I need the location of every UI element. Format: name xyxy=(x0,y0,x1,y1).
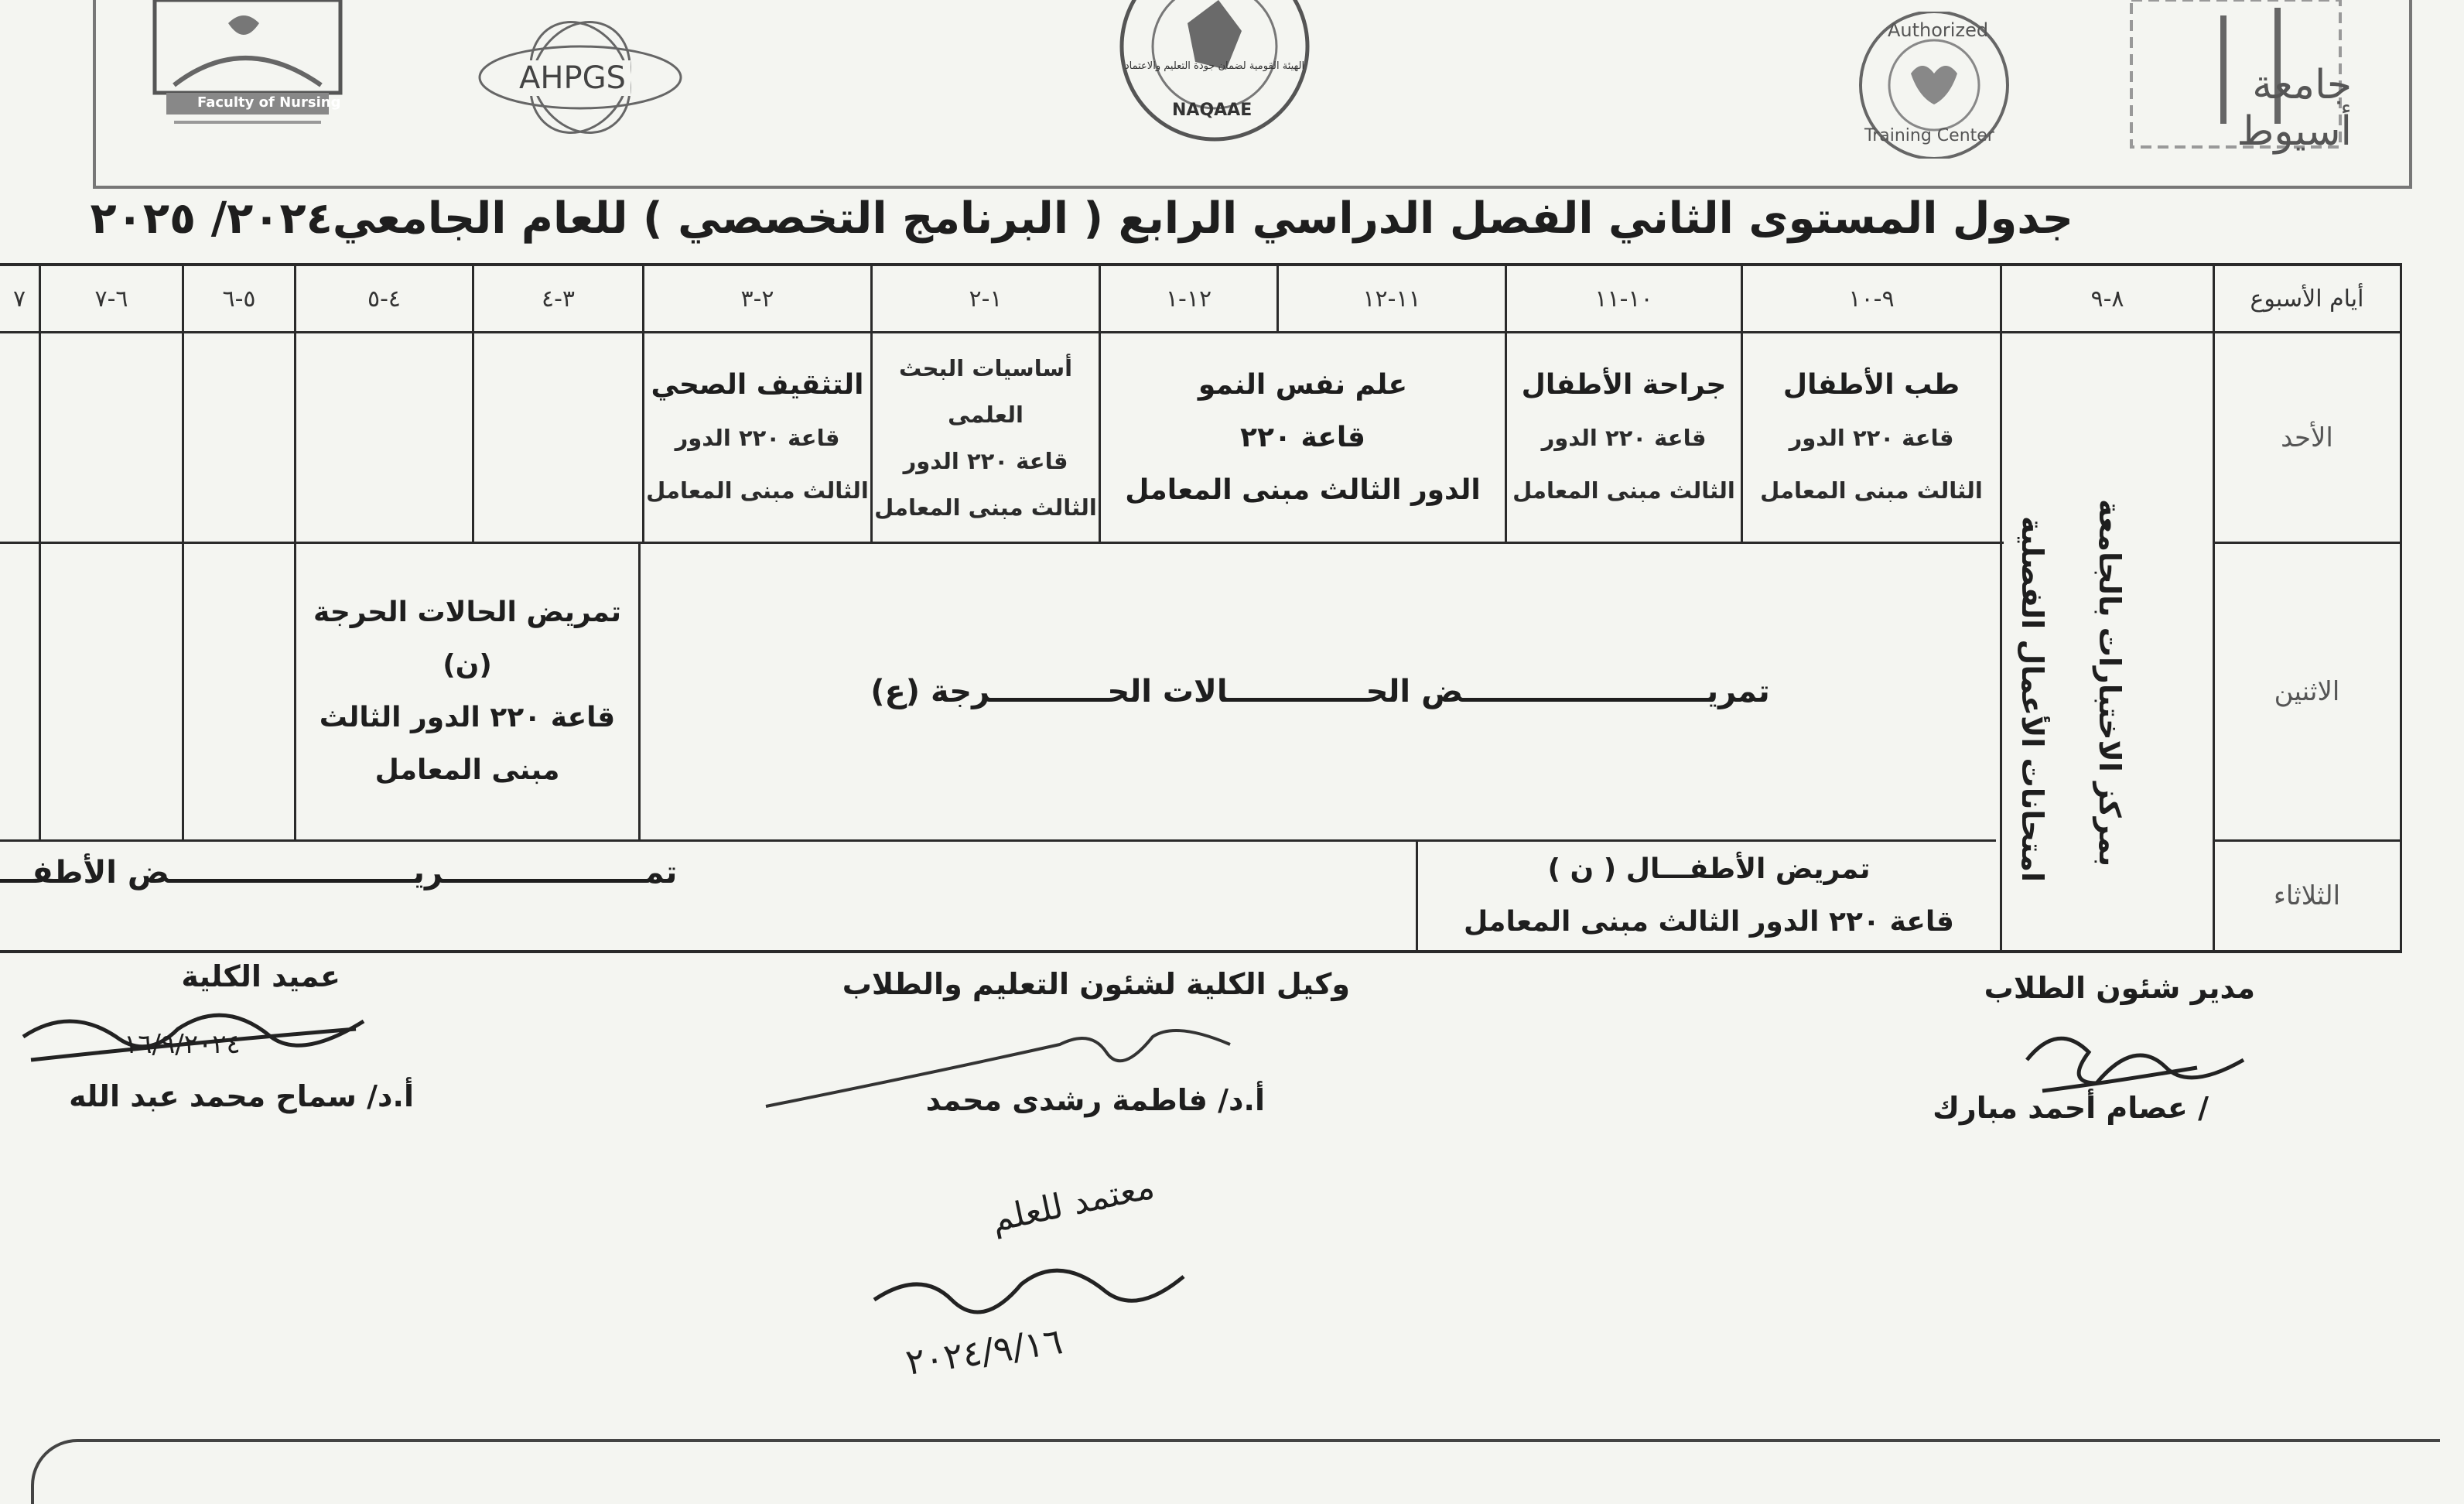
monday-critical-care-theory: تمريـــــــــــــــــــــــض الحـــــــــــــالات الحـــــــــــرجة (ع) xyxy=(870,674,1770,709)
time-6-7: ٦-٧ xyxy=(94,285,128,313)
sunday-pediatrics xyxy=(1743,333,2000,542)
vice-dean-name: أ.د/ فاطمة رشدى محمد xyxy=(925,1083,1265,1117)
sunday-pediatric-surgery xyxy=(1507,333,1741,542)
training-bottom: Training Center xyxy=(1864,126,1994,145)
ahpgs-label: AHPGS xyxy=(514,60,631,96)
time-8-9: ٨-٩ xyxy=(2090,285,2124,313)
dean-name: أ.د/ سماح محمد عبد الله xyxy=(69,1079,414,1113)
room-label: قاعة ٢٢٠ الدور الثالث xyxy=(319,702,616,733)
room-label: مبنى المعامل xyxy=(374,754,560,786)
subject-label: التثقيف الصحي xyxy=(651,368,864,401)
room-label: الثالث مبنى المعامل xyxy=(1512,477,1735,504)
room-label: الدور الثالث مبنى المعامل xyxy=(1125,473,1481,506)
schedule-table xyxy=(0,263,2402,952)
subject-label: العلمى xyxy=(948,401,1024,428)
faculty-logo-caption: Faculty of Nursing xyxy=(197,94,341,111)
room-label: قاعة ٢٢٠ الدور xyxy=(1541,424,1707,451)
monday-critical-care-practical xyxy=(296,544,638,839)
room-label: الثالث مبنى المعامل xyxy=(874,494,1097,521)
faculty-logo xyxy=(151,0,344,132)
time-10-11: ١٠-١١ xyxy=(1594,285,1653,313)
time-3-4: ٣-٤ xyxy=(541,285,576,313)
subject-label: طب الأطفال xyxy=(1782,368,1960,401)
naqaae-english: NAQAAE xyxy=(1172,101,1253,120)
exam-block-line1: امتحانات الأعمال الفصلية xyxy=(2015,515,2049,882)
approval-note: معتمد للعلم xyxy=(988,1167,1158,1240)
schedule-title: جدول المستوى الثاني الفصل الدراسي الرابع ( البرنامج التخصصي ) للعام الجامعي٢٠٢٤/ ٢٠٢٥ xyxy=(90,193,2073,244)
subject-label: تمريض الأطفـــال ( ن ) xyxy=(1547,853,1871,885)
ahpgs-logo xyxy=(472,15,689,147)
subject-label: جراحة الأطفال xyxy=(1521,368,1727,401)
university-logo xyxy=(2127,0,2352,155)
vice-dean-signature xyxy=(758,1013,1238,1114)
time-9-10: ٩-١٠ xyxy=(1848,285,1895,313)
code-label: (ن) xyxy=(443,649,492,681)
room-label: قاعة ٢٢٠ الدور xyxy=(903,447,1068,474)
student-affairs-signature xyxy=(2011,1013,2259,1114)
approval-date: ٢٠٢٤/٩/١٦ xyxy=(903,1320,1065,1383)
time-5-6: ٥-٦ xyxy=(222,285,256,313)
naqaae-seal xyxy=(1087,0,1342,147)
student-affairs-title: مدير شئون الطلاب xyxy=(1984,971,2255,1005)
exam-block-line2: بمركز الاختبارات بالجامعة xyxy=(2093,498,2127,867)
naqaae-arabic: الهيئة القومية لضمان جودة التعليم والاعتماد xyxy=(1124,60,1305,72)
dean-title: عميد الكلية xyxy=(181,959,340,993)
day-sunday: الأحد xyxy=(2281,422,2333,453)
tuesday-pediatric-nursing-practical: تمـــــــــــــــــــريـــــــــــــــــــــــض الأطفـــ xyxy=(0,855,678,890)
sunday-research-basics xyxy=(873,333,1099,542)
time-4-5: ٤-٥ xyxy=(367,285,402,313)
room-label: الثالث مبنى المعامل xyxy=(646,477,869,504)
subject-label: أساسيات البحث xyxy=(898,354,1073,381)
vice-dean-title: وكيل الكلية لشئون التعليم والطلاب xyxy=(842,967,1350,1001)
time-11-12: ١١-١٢ xyxy=(1362,285,1421,313)
sunday-health-education xyxy=(644,333,870,542)
time-12-1: ١٢-١ xyxy=(1165,285,1212,313)
room-label: قاعة ٢٢٠ الدور xyxy=(675,424,840,451)
training-center-seal xyxy=(1833,12,2035,159)
days-of-week-header: أيام الأسبوع xyxy=(2250,285,2364,313)
training-top: Authorized xyxy=(1888,19,1989,41)
time-2-3: ٢-٣ xyxy=(740,285,774,313)
room-label: قاعة ٢٢٠ الدور xyxy=(1789,424,1954,451)
sunday-developmental-psychology xyxy=(1101,333,1505,542)
room-label: قاعة ٢٢٠ الدور الثالث مبنى المعامل xyxy=(1464,906,1954,938)
time-1-2: ١-٢ xyxy=(969,285,1003,313)
university-name: جامعة أسيوط xyxy=(2237,62,2352,155)
time-7: ٧ xyxy=(12,285,26,313)
tuesday-pediatric-nursing-lecture xyxy=(1418,842,2000,950)
room-label: قاعة ٢٢٠ xyxy=(1240,421,1365,453)
day-tuesday: الثلاثاء xyxy=(2273,880,2341,911)
bottom-frame xyxy=(31,1439,2440,1504)
room-label: الثالث مبنى المعامل xyxy=(1760,477,1983,504)
student-affairs-name: / عصام أحمد مبارك xyxy=(1933,1091,2209,1125)
subject-label: علم نفس النمو xyxy=(1198,368,1408,401)
day-monday: الاثنين xyxy=(2274,676,2340,707)
subject-label: تمريض الحالات الحرجة xyxy=(313,596,622,628)
dean-date: ١٦/٩/٢٠٢٤ xyxy=(124,1029,241,1060)
